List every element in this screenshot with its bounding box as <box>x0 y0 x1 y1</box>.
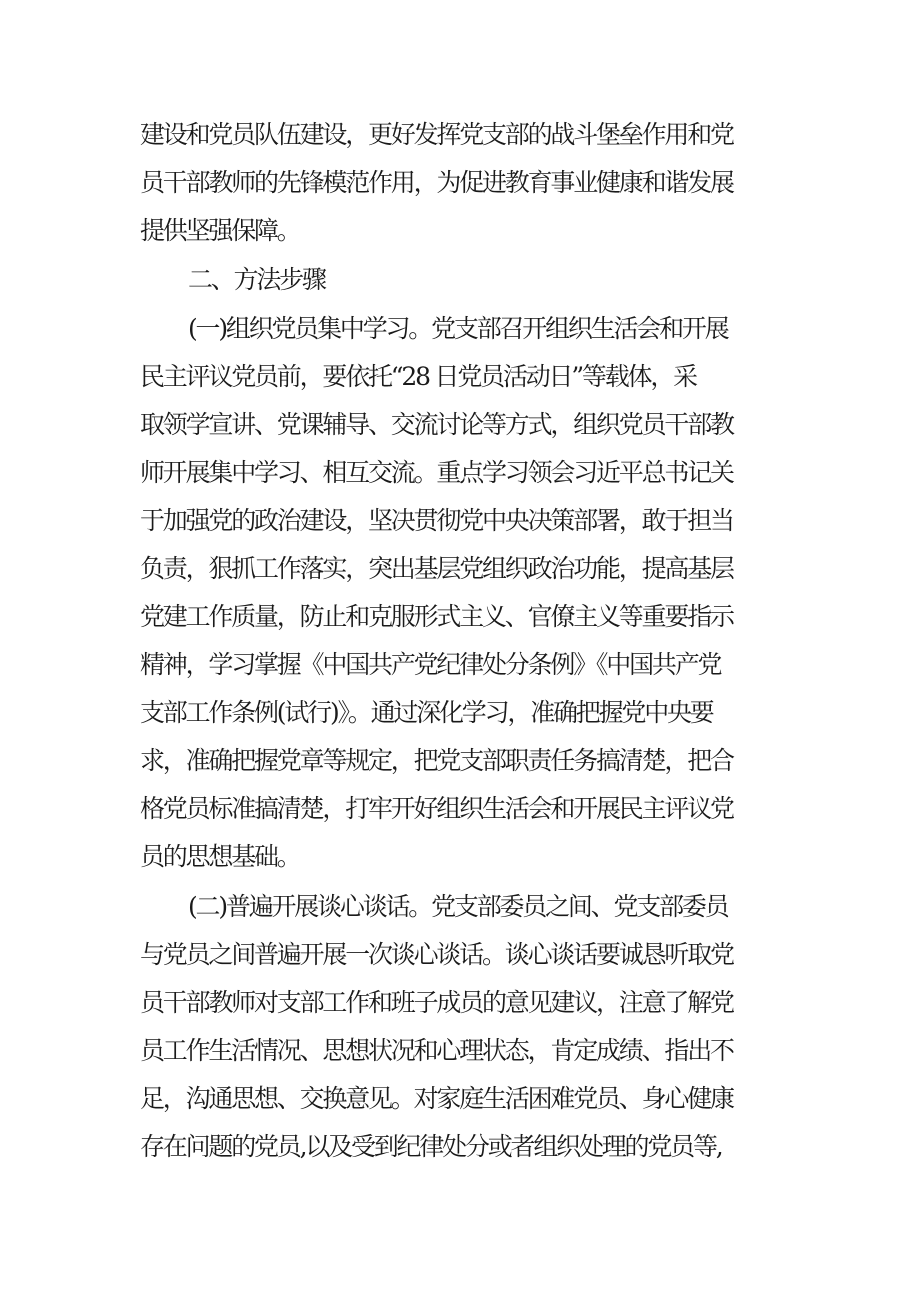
text-line-15: 格党员标准搞清楚，打牢开好组织生活会和开展民主评议党 <box>140 794 733 823</box>
text-line-17: (二)普遍开展谈心谈话。党支部委员之间、党支部委员 <box>188 892 728 921</box>
text-line-7: 取领学宣讲、党课辅导、交流讨论等方式，组织党员干部教 <box>140 410 733 439</box>
text-line-5: (一)组织党员集中学习。党支部召开组织生活会和开展 <box>188 314 728 343</box>
text-line-13: 支部工作条例(试行)》。通过深化学习，准确把握党中央要 <box>140 698 713 727</box>
section-heading: 二、方法步骤 <box>188 265 325 294</box>
text-line-18: 与党员之间普遍开展一次谈心谈话。谈心谈话要诚恳听取党 <box>140 940 733 969</box>
text-line-1: 建设和党员队伍建设，更好发挥党支部的战斗堡垒作用和党 <box>140 120 733 149</box>
text-line-19: 员干部教师对支部工作和班子成员的意见建议，注意了解党 <box>140 988 733 1017</box>
text-line-12: 精神，学习掌握《中国共产党纪律处分条例》《中国共产党 <box>140 650 721 679</box>
text-line-10: 负责，狠抓工作落实，突出基层党组织政治功能，提高基层 <box>140 554 733 583</box>
text-line-16: 员的思想基础。 <box>140 842 300 871</box>
text-line-8: 师开展集中学习、相互交流。重点学习领会习近平总书记关 <box>140 458 733 487</box>
text-line-6: 民主评议党员前，要依托“28 日党员活动日”等载体，采 <box>140 362 696 391</box>
text-line-3: 提供坚强保障。 <box>140 216 300 245</box>
text-line-20: 员工作生活情况、思想状况和心理状态，肯定成绩、指出不 <box>140 1036 733 1065</box>
text-line-9: 于加强党的政治建设，坚决贯彻党中央决策部署，敢于担当 <box>140 506 733 535</box>
text-line-22: 存在问题的党员,以及受到纪律处分或者组织处理的党员等, <box>140 1132 722 1161</box>
text-line-11: 党建工作质量，防止和克服形式主义、官僚主义等重要指示 <box>140 602 733 631</box>
text-line-14: 求，准确把握党章等规定，把党支部职责任务搞清楚，把合 <box>140 746 733 775</box>
text-line-2: 员干部教师的先锋模范作用，为促进教育事业健康和谐发展 <box>140 168 733 197</box>
text-line-21: 足，沟通思想、交换意见。对家庭生活困难党员、身心健康 <box>140 1084 733 1113</box>
